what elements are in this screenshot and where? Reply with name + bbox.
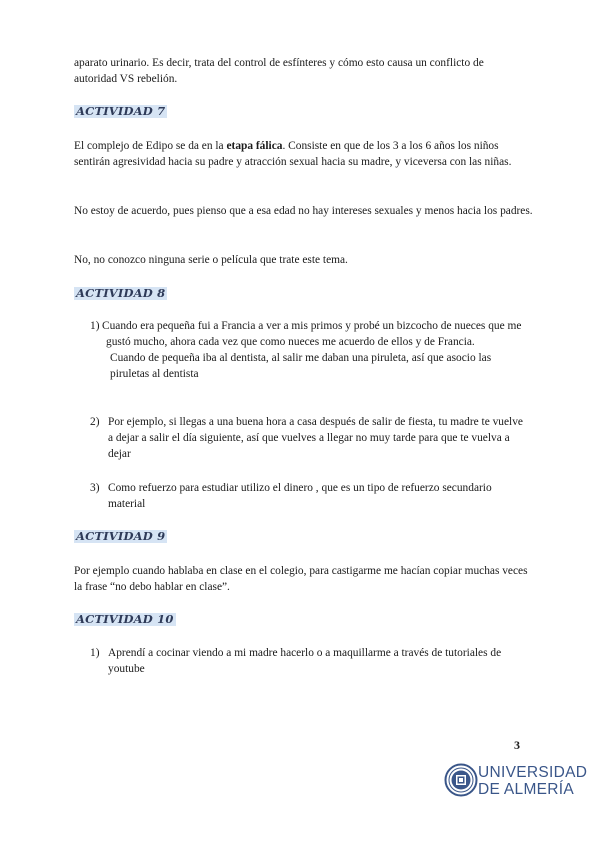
- disagree-paragraph: No estoy de acuerdo, pues pienso que a esa edad no hay intereses sexuales y menos hacia los padres.: [74, 205, 533, 217]
- logo-line-1: UNIVERSIDAD: [478, 764, 588, 781]
- list-item: [90, 480, 530, 512]
- punishment-paragraph: Por ejemplo cuando hablaba en clase en el colegio, para castigarme me hacían copiar muchas veces la frase “no debo hablar en clase”.: [74, 565, 528, 593]
- intro-line-1: aparato urinario. Es decir, trata del control de esfínteres y cómo esto causa un conflicto de: [74, 57, 484, 69]
- page-number: 3: [514, 738, 520, 752]
- heading-actividad-9: ACTIVIDAD 9: [76, 529, 166, 543]
- list-item-number: 2): [90, 416, 100, 428]
- heading-actividad-7: ACTIVIDAD 7: [76, 104, 166, 118]
- list-item-text: Aprendí a cocinar viendo a mi madre hacerlo o a maquillarme a través de tutoriales de youtube: [108, 647, 502, 675]
- logo-line-2: DE ALMERÍA: [478, 781, 575, 798]
- list-item: [90, 318, 530, 382]
- intro-line-2: autoridad VS rebelión.: [74, 73, 178, 85]
- list-item-text: Como refuerzo para estudiar utilizo el dinero , que es un tipo de refuerzo secundario material: [108, 482, 492, 510]
- oedipus-text-before: El complejo de Edipo se da en la: [74, 140, 227, 152]
- intro-paragraph: [74, 55, 534, 87]
- list-item-number: 1): [90, 647, 100, 659]
- list-item-text: [90, 318, 530, 382]
- list-item-text: Por ejemplo, si llegas a una buena hora a casa después de salir de fiesta, tu madre te vuelve a dejar a salir el día siguiente, así que vuelves a llegar no muy tarde para que te vuelva a dejar: [108, 416, 523, 460]
- series-paragraph: No, no conozco ninguna serie o película que trate este tema.: [74, 254, 348, 266]
- oedipus-paragraph: [74, 138, 536, 170]
- oedipus-bold-term: etapa fálica: [226, 140, 283, 152]
- list-item-number: 1): [90, 320, 100, 332]
- list-item-number: 3): [90, 482, 100, 494]
- list-item-text-1: Cuando era pequeña fui a Francia a ver a mis primos y probé un bizcocho de nueces que me gustó mucho, ahora cada vez que como nueces me acuerdo de ellos y de Francia.: [102, 320, 522, 348]
- list-item-text-2: Cuando de pequeña iba al dentista, al salir me daban una piruleta, así que asocio las piruletas al dentista: [110, 352, 492, 380]
- list-item: [90, 414, 530, 462]
- heading-actividad-10: ACTIVIDAD 10: [76, 612, 174, 626]
- list-item: [90, 645, 530, 677]
- university-seal-icon: [444, 758, 478, 802]
- oedipus-text-after: . Consiste en que de los 3 a los 6 años los niños sentirán agresividad hacia su padre y atracción sexual hacia su madre, y viceversa con las niñas.: [74, 140, 512, 168]
- heading-actividad-8: ACTIVIDAD 8: [76, 286, 166, 300]
- university-logo: [444, 758, 588, 802]
